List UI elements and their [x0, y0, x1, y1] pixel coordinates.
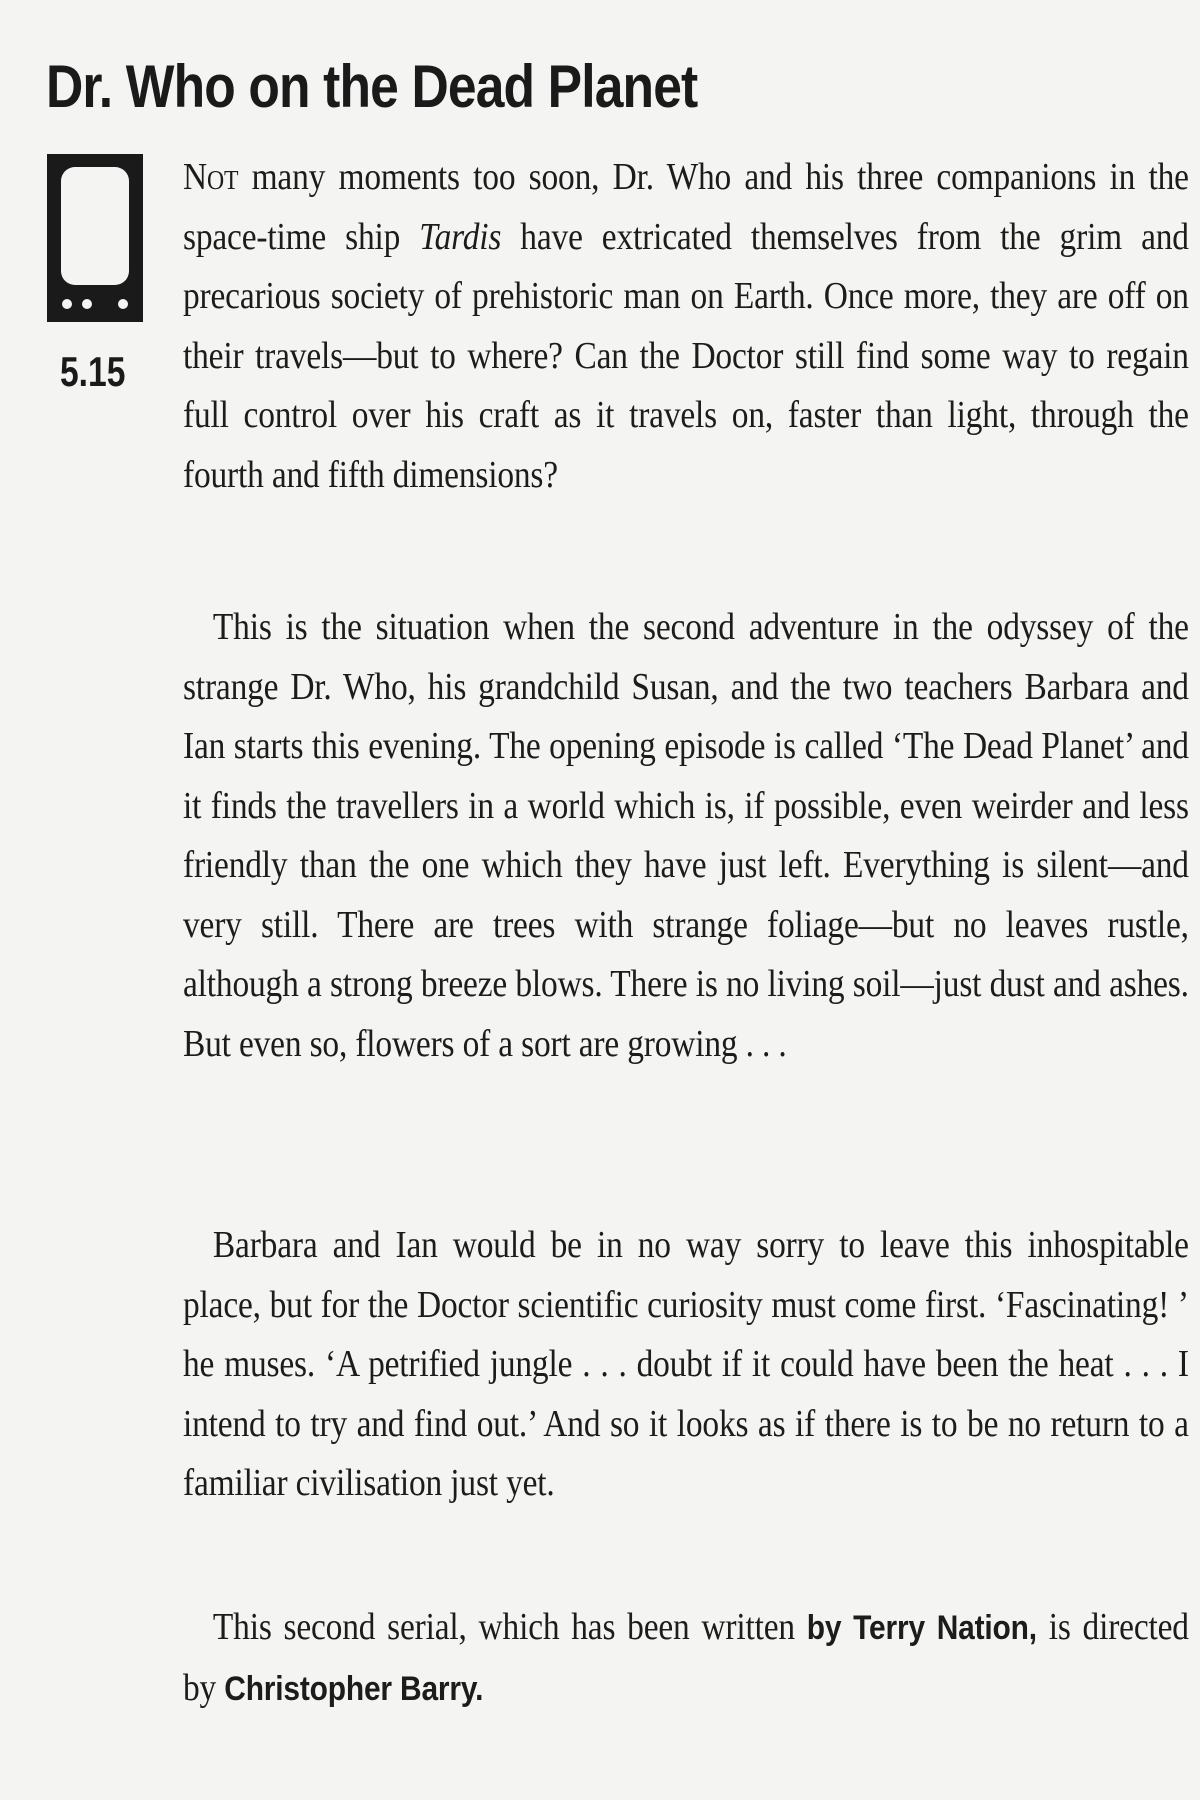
paragraph-4-text-b: is directed by — [183, 1606, 1189, 1709]
paragraph-4 — [183, 1598, 1189, 1719]
paragraph-2: This is the situation when the second adventure in the odyssey of the strange Dr. Who, his grandchild Susan, and the two teachers Barbara and Ian starts this evening. The opening episode is called ‘The Dead Planet’ and it finds the travellers in a world which is, if possible, even weirder and less friendly than the one which they have just left. Everything is silent—and very still. There are trees with strange foliage—but no leaves rustle, although a strong breeze blows. There is no living soil—just dust and ashes. But even so, flowers of a sort are growing . . . — [183, 606, 1189, 1065]
lead-word: Not — [183, 156, 239, 198]
paragraph-1 — [183, 148, 1189, 505]
director-name: Christopher Barry. — [224, 1669, 484, 1708]
television-icon — [47, 154, 143, 322]
writer-name: Terry Nation, — [853, 1609, 1037, 1647]
article-title: Dr. Who on the Dead Planet — [46, 53, 698, 120]
ship-name: Tardis — [419, 215, 502, 258]
paragraph-1-text-a: many moments too soon, Dr. Who and his three companions in the space-time ship — [183, 156, 1189, 258]
paragraph-3: Barbara and Ian would be in no way sorry to leave this inhospitable place, but for the Doctor scientific curiosity must come first. ‘Fascinating! ’ he muses. ‘A petrified jungle . . . doubt if it could have been the heat . . . I intend to try and find out.’ And so it looks as if there is to be no return to a familiar civilisation just yet. — [183, 1224, 1189, 1504]
broadcast-time: 5.15 — [60, 348, 126, 395]
paragraph-1-text-b: have extricated themselves from the grim and precarious society of prehistoric man on Earth. Once more, they are off on their travels—but to where? Can the Doctor still find some way to regain full control over his craft as it travels on, faster than light, through the fourth and fifth dimensions? — [183, 215, 1189, 496]
by-word: by — [806, 1609, 842, 1647]
paragraph-4-text-a: This second serial, which has been written — [212, 1606, 807, 1648]
